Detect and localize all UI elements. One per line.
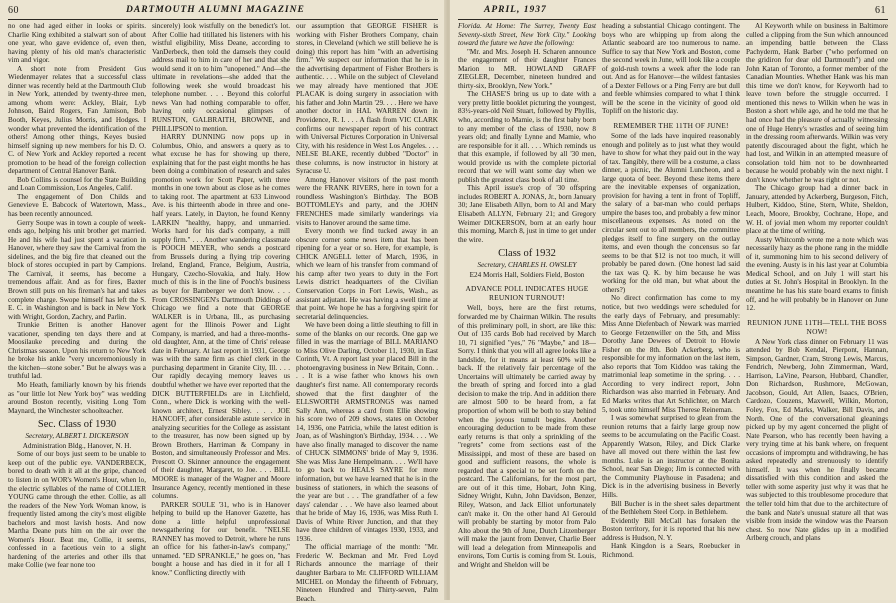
paragraph: PARKER SOULE '31, who is in Hanover helping to build up the Hanover Gazette, has done a little helpful unprofessional newsgathering for our benefit. "NELSE RANNEY has moved to Detroit, where he runs an office for his father-in-law's company," unnamed. "ED SPRANKLE," he goes on, "has bought a house and has died in it for all I know." Conflicting directly with — [152, 500, 290, 577]
class-1932-secretary: Secretary, CHARLES H. OWSLEY — [477, 261, 577, 270]
class-1932-address: E24 Morris Hall, Soldiers Field, Boston — [469, 270, 585, 279]
paragraph: no one had aged either in looks or spirits. Charlie King exhibited a stalwart son of about one year, who gave evidence of, even then, having plenty of his old man's characteristic vim and vigor. — [8, 22, 146, 65]
right-page — [450, 0, 896, 600]
right-column-3 — [746, 22, 888, 597]
class-1930-address: Administration Bldg., Hanover, N. H. — [22, 441, 132, 450]
paragraph: Bill Bucher is in the sheet sales department of the Bethlehem Steel Corp. in Bethlehem. — [602, 499, 740, 517]
paragraph: Gerry Soupe was in town a couple of week-ends ago, helping his unit brother get married. He and his wife had just spent a vacation in Hanover, where they saw the Carnival from the sidelines, and the big fire that cleaned out the block of stores occupied in part by Campions. The Carnival, it seems, has become a tremendous affair. And as for fires, Baxter Brown still puts on his fireman's hat and takes complete charge. Swope himself has left the S. E. C. in Washington and is back in New York with Wright, Gordon, Zachry, and Parlin. — [8, 218, 146, 321]
reunion-boss-headline: REUNION JUNE 11TH—TELL THE BOSS NOW! — [747, 317, 887, 336]
left-header-rule — [8, 19, 438, 20]
paragraph: heading a substantial Chicago contingent. The boys who are whipping up from along the Atlantic seaboard are too numerous to name. Suffice to say that New York and Boston, come the second week in June, will look like a couple of gold-rush towns a week after the lode ran out. And as for Hanover—the wildest fantasies of a Dexter Fellows or a Ping Ferry are but dull and feeble whimsies compared to what I think will be the scene in the vicinity of good old Topliff on the historic day. — [602, 22, 740, 116]
left-page-number: 60 — [8, 5, 19, 16]
paragraph: Every month we find tucked away in an obscure corner some news item that has been ripening for a year or so. Here, for example, is CHICK ANGELL letter of March, 1936, in which we learn of his transfer from command of his camp after two years to duty in the Fort Lewis district headquarters of the Civilian Conservation Corps in Fort Lewis, Wash., as assistant adjutant. He was having a swell time at that point. We hope he has a forgiving spirit for secretarial delinquencies. — [296, 227, 438, 321]
paragraph: Some of the lads have inquired reasonably enough and politely as to just what they would have to show for what they paid out in the way of tax. Tangibly, there will be a costume, a class dinner, a picnic, the Alumni Luncheon, and a large quota of beer. Beyond these items there are the inevitable expenses of organization, provision for having a tent in front of Topliff, the salary of a bar-man who could perhaps umpire the bases too, and probably a few minor miscellaneous expenses. As noted on the circular sent out to all members, the committee pledges itself to fine surgery on the outlay items, and even though the concensus so far seems to be that $12 is not too much, it will probably be pared down. (One honest lad said the tax was Q. K. by him because he was working for the old man, but what about the others?) — [602, 132, 740, 294]
left-page — [0, 0, 446, 603]
paragraph: I was somewhat surprised to glean from the reunion returns that a fairly large group now seems to be accumulating on the Pacific Coast. Apparently Watson, Riley, and Dick Clarke have all moved out there within the last few months. Luke is an instructor at the Bonita School, near San Diego; Jim is connected with the Community Playhouse in Pasadena; and Dick is in the advertising business in Beverly Hills. — [602, 414, 740, 499]
left-column-3 — [296, 22, 438, 603]
left-running-head — [6, 5, 440, 19]
paragraph: We have been doing a little sleuthing to fill in some of the blanks on our records. One gap we filled in was the marriage of BILL MARIANO to Miss Olive Darling, October 11, 1930, in East Corinth, Vt. A report last year placed Bill in the photoengraving business in New Britain, Conn. . . . It is a wise father who knows his own daughter's first name. All contemporary records showed that the first daughter of the ELLSWORTH ARMSTRONGS was named Sally Ann, whereas a card from Ellie showing his score two of 209 shows, states on October 14, 1936, one Patricia, while the latest edition is Joan, as of Washington's Birthday, 1934. . . . We have also finally managed to discover the name of CHUCK SIMMONS' bride of May 9, 1936. She was Miss Jane Hempelmann. . . . We'll have to go back to HEALS SAYRE for more information, but we have learned that he is in the business of stationers, in which the seasons of the year are but . . . The grandfather of a few days' calendar . . . We have also learned about that he bride of May 16, 1936, was Miss Ruth I. Davis of White River Junction, and that they have three children of vintages 1930, 1933, and 1936. — [296, 321, 438, 543]
paragraph: This April issue's crop of '30 offspring includes ROBERT A. JONAS, Jr., born January 30; Jane Elisabeth Allyn, born to Al and Mary Elisabeth ALLYN, February 21; and Gregory Weimer DICKERSON, born at an early hour this morning, March 8, just in time to get under the wire. — [458, 184, 596, 244]
left-column-1 — [8, 22, 146, 597]
paragraph: A short note from President Gus Wiedenmayer relates that a successful class dinner was recently held at the Dartmouth Club in New York, attended by twenty-three men, among whom were: Ackley, Blair, Lyb Johnson, Baird Rogers, Fan Jamison, Bob Booth, Keyes, Julius Morris, and Hodges. I wonder what prevented the identification of the others! Among other things, Keyes busied himself signing up new members for his D. O. C. of New York and Ackley reported a recent promotion to be head of the foreign collection department of Central Hanover Bank. — [8, 64, 146, 176]
right-header-rule — [458, 19, 888, 20]
paragraph: Well, boys, here are the first returns, forwarded me by Chairman Wilkin. The results of this preliminary poll, in short, are like this: Out of 135 cards Bob had received by March 10, 71 signified "yes," 76 "Maybe," and 18—Sorry. I think that you will all agree looks like a landslide, for it means at least 60% will be back. If the relatively fair percentage of the Uncertains will ultimately be carried away by the breath of spring and forced into a glad decision to make the trip. And in addition there are almost 500 to be heard from, a fat proportion of whom will be both to stay behind when the joyous tumult begins. Another encouraging deduction to be made from these early returns is that only a sprinkling of the "regrets" come from sections east of the Mississippi, and most of these are based on good and sufficient reasons, the whole is regarded that a special to be set forth on the postcard. The Californians, for the most part, are out of it this time, Hobart, John King, Sidney Wright, Kuhn, John Davidson, Benzer, Riley, Watson, and Jack Elliot unfortunately can't make it. On the other hand Al Gerould will probably be starting by motor from Palo Alto about the 9th of June, Dutch Litzenberger will make the jaunt from Denver, Charlie Beer will lead a delegation from Minneapolis and environs, Tom Curtis is coming from St. Louis, and Wright and Sheldon will be — [458, 304, 596, 569]
right-running-head — [456, 5, 890, 19]
paragraph: The Chicago group had a dinner back in January, attended by Ackerberg, Burgeson, Fitch, Hulbert, Kiddoo, Stine, Stern, White, Sheldon, Leach, Moore, Brookby, Cochrane, Hope, and W. H. of jovial men whom my reporter couldn't place at the time of writing. — [746, 184, 888, 236]
left-running-title: DARTMOUTH ALUMNI MAGAZINE — [126, 5, 305, 15]
paragraph: The engagement of Don Childs and Genevieve E. Babcock of Watertown, Mass., has been recently announced. — [8, 192, 146, 219]
paragraph: Some of our boys just seem to be unable to keep out of the public eye. VANDERBECK, bored to death with it all at the gripe, chanced to listen in on WOR's Women's Hour, when lo, the electric syllables of the name of COLLIER YOUNG came through the ether. Collie, as all the readers of the New York Woman know, is frequently listed among the city's most eligible bachelors and most lavish hosts. And now Martha Deane puts him on the air over the Women's Hour. Beat me, Collie, it seems, confessed in a facetious vein to a slight hardening of the arteries and other ills that make Collie (we fear none too — [8, 450, 146, 570]
reunion-reminder-headline: REMEMBER THE 11TH OF JUNE! — [613, 121, 729, 131]
paragraph: Evidently Bill McCall has forsaken the Boston territory, for it is reported that his new address is Hudson, N. Y. — [602, 516, 740, 542]
paragraph: "Mr. and Mrs. Joseph H. Scharen announce the engagement of their daughter Frances Marion to MR. HOWLAND GRAFF ZIEGLER, December, nineteen hundred and thirty-six, Brooklyn, New York." — [458, 47, 596, 90]
reunion-poll-headline: ADVANCE POLL INDICATES HUGE REUNION TURNOUT! — [465, 284, 589, 303]
paragraph: sincerely) look wistfully on the benedict's lot. After Collie had titillated his listeners with his wistful eligibility, Miss Deane, according to VanDerbeck, then told the damsels they could address mail to him in care of her and that she would send it on to him "unopened." And—the ultimate in revelations—she added that the following week she would broadcast his telephone number. . . . Beyond this colorful news Van had nothing comparable to offer, having only occasional glimpses of RUNSTON, GALBRAITH, BROWNE, and PHILLIPSON to mention. — [152, 22, 290, 133]
paragraph: No direct confirmation has come to my notice, but two weddings were scheduled for the early days of February, and presumably: Miss Anne Diefenbach of Newark was married to George Fetzenwiller on the 5th, and Miss Dorothy Jane Dewees of Detroit to Howie Fisher on the 8th. Bob Ackerberg, who is responsible for my information on the last item, also reports that Tom Kiddoo was taking the matrimonial leap sometime in the spring. . . . According to very indirect report, John Richardson was also married in February. And Ed Marks writes that Art Schlichter, on March 5, took unto himself Miss Therese Reineman. — [602, 294, 740, 414]
paragraph: A New York class dinner on February 11 was attended by Bob Kendal, Pierpont, Hannan, Simpson, Gardner, Cram, Strong Lewis, Marcus, Fendrich, Newberg, John Zimmerman, Ward, Harrison, LaVine, Pearson, Hubbard, Chandler, Don Richardson, Rushmore, McGowan, Jacobson, Gould, Art Allen, Isaacs, O'Brien, Cardozo, Couzens, Maxwell, Wilkin, Morton, Foley, Fox, Ed Marks, Walker, Bill Davis, and North. One of the conversational gleanings picked up by my agent concerned the plight of Nate Pearson, who has recently been having a very trying time at his bank where, on frequent occasions of impromptu and withdrawing, he has asked repeatedly and strenuously to identify himself. It was when he finally became dissatisfied with this condition and asked the teller with some asperity just why it was that he was subjected to this troublesome procedure that the teller told him that due to the architecture of the bank and Nate's unusual stature all that was visible from inside the window was the Pearson chest. So now Nate glides up in a modified Arlberg crouch, and plans — [746, 337, 888, 543]
paragraph: Trunkie Britten is another Hanover vacationer, spending ten days there and at Moosilauke preceding and during the Christmas season. Upon his return to New York he broke his ankle "very unceremoniously in the kitchen—stone sober." But he always was a truthful lad. — [8, 321, 146, 381]
class-1930-secretary: Secretary, ALBERT I. DICKERSON — [25, 432, 129, 441]
paragraph: The CHASE'S bring us up to date with a very pretty little booklet picturing the youngest, 83½-years-old Neil Stuart, followed by Phyllis, who, according to Mamie, is the first baby born to any member of the class of 1930, now 8 years old; and finally Lynne and Mamie, who are responsible for it all. . . . Which reminds us that this example, if followed by all '30 men, would provide us with the complete pictorial record that we will want some day when we publish the greatest class book of all time. — [458, 90, 596, 184]
paragraph: Florida. At Home: The Surrey, Twenty East Seventy-sixth Street, New York City." Looking toward the future we have the following: — [458, 22, 596, 48]
paragraph: Austy Whitcomb wrote me a note which was necessarily hazy as the phone rang in the middle of it, summoning him to his second delivery of the evening. Austy is in his last year at Columbia Medical School, and on July 1 will start his duties at St. John's Hospital in Brooklyn. In the meantime he has his state board exams to finish off, and he will probably be in Hanover on June 12. — [746, 235, 888, 313]
right-column-1 — [458, 22, 596, 597]
paragraph: HARRY DUNNING now pops up in Columbus, Ohio, and answers a query as to what excuse he has for showing up there, explaining that for the past eight months he has been doing a combination of research and sales promotion work for Scott Paper, with three months in one town about as close as he comes to taking root. The apartment at 633 Linwood Ave. is his thirteenth abode in three and one-half years. Lately, in Dayton, he found Kenny LARKIN "healthy, happy, and unmarried. Works hard for his dad's company, a mill supply firm." . . . Another wandering classmate is POOCH MEYER, who sends a postcard from Brussels during a flying trip covering Ireland, England, France, Belgium, Austria, Hungary, Czecho-Slovakia, and Italy. How much of this is in the line of Pooch's business as buyer for Bamberger we don't know. . . . From CROSSINGEN's Dartmouth Diddings of Chicago we find a note that GEORGE WALKER is in Urbana, Ill., as purchasing agent for the Illinois Power and Light Company, is married, and had a three-months-old daughter, Ann, at the time of Chris' release date in February. At last report in 1931, George was with the same firm as chief clerk in the purchasing department in Granite City, Ill. . . . Our rapidly decaying memory leaves us doubtful whether we have ever reported that the DICK BUTTERFIELDs are in Litchfield, Conn., where Dick is working with the well-known architect, Ernest Sibley. . . . JOE HANCOFF, after considerable astute service in analyzing securities for the College as assistant to the treasurer, has now been signed up by Brown Brothers, Harriman & Company in Boston, and simultaneously Professor and Mrs. Prescott O. Skinner announce the engagement of their daughter, Margaret, to Joe. . . . BILL MOORE is manager of the Wagner and Moore Insurance Agency, recently mentioned in these columns. — [152, 133, 290, 501]
paragraph: Among Hanover visitors of the past month were the FRANK RIVERS, here in town for a roundless Washington's Birthday. The BOB BOTTOMLEYs and party, and the JOHN FRENCHES made similarly wanderings via visits to Hanover around the same time. — [296, 175, 438, 227]
right-page-number: 61 — [875, 5, 886, 16]
class-1930-heading: Sec. Class of 1930 — [37, 419, 117, 431]
paragraph: Mo Heath, familiarly known by his friends as "our little lot New York boy" was wedding around Boston recently, visiting Long Tom Maynard, the Winchester schoolteacher. — [8, 380, 146, 415]
paragraph: Bob Collins is counsel for the State Building and Loan Commission, Los Angeles, Calif. — [8, 175, 146, 193]
left-column-2 — [152, 22, 290, 597]
paragraph: Hank Kingdon is a Sears, Roebucker in Richmond. — [602, 542, 740, 559]
paragraph: our assumption that GEORGE FISHER is working with Fisher Brothers Company, chain stores, in Cleveland (which we still believe he is doing) this report has him "with an advertising firm." We suspect our information that he is in the advertising department of Fisher Brothers is authentic. . . . While on the subject of Cleveland we may already have mentioned that JOE PLACAK is doing surgery in association with his father and John Martin '29. . . . Here we have another doctor in HAL WARREN down in Providence, R. I. . . . A flash from VIC CLARK confirms our newspaper report of his contract with Universal Pictures Corporation in Universal City, with his residence in West Los Angeles. . . . NELSE BLAKE, recently dubbed "Doctor" in these columns, is now instructor in history at Syracuse U. — [296, 22, 438, 176]
class-1932-heading: Class of 1932 — [498, 248, 556, 260]
right-running-title: APRIL, 1937 — [484, 5, 547, 15]
paragraph: The official marriage of the month: "Mr. Frederic W. Beckman and Mr. Fred Loyd Richards announce the marriage of their daughter Barbara to Mr. CLIFFORD WILLIAM MICHEL on Monday the fifteenth of February, Nineteen Hundred and Thirty-seven, Palm Beach. — [296, 543, 438, 603]
right-column-2 — [602, 22, 740, 597]
paragraph: Al Keyworth while on business in Baltimore culled a clipping from the Sun which announced an impending battle between the Class Pachyderm, Hank Barber ("who performed on the gridiron for dear old Dartmouth") and one John Katan of Toronto, a former member of the Canadian Mounties. Whether Hank was his man this time we don't know, for Keyworth had to leave town before the struggle occurred. I mentioned this news to Wilkin when he was in Boston a short while ago, and he told me that he had once had the pleasure of actually witnessing one of Huge Henry's wrastles and of seeing him in the dressing room afterwards. Wilkin was very patently discouraged about the fight, which he had lost, and Wilkin in an attempted measure of consolation told him not to be downhearted because he would probably win the next night. I don't know whether he was right or not. — [746, 22, 888, 184]
